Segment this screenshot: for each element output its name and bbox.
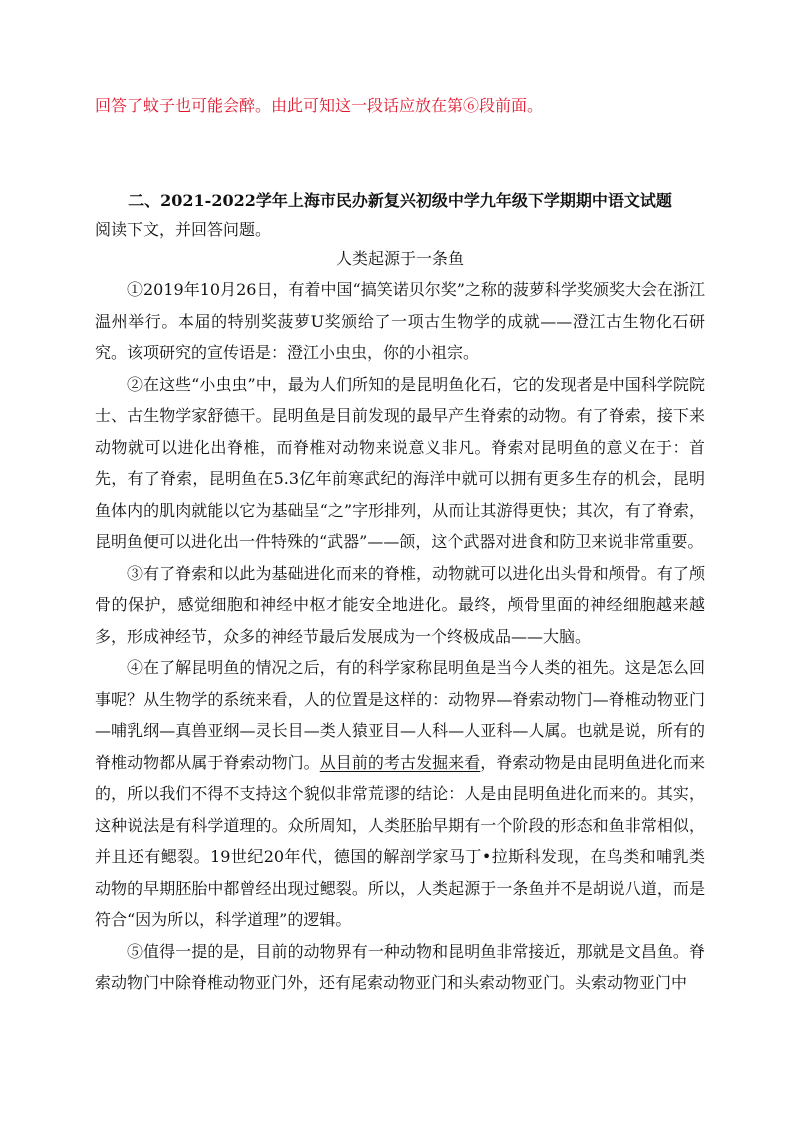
section-heading: 二、2021-2022学年上海市民办新复兴初级中学九年级下学期期中语文试题 xyxy=(128,191,672,210)
paragraph-5: ⑤值得一提的是，目前的动物界有一种动物和昆明鱼非常接近，那就是文昌鱼。脊索动物门中除脊椎动物亚门外，还有尾索动物亚门和头索动物亚门。头索动物亚门中 xyxy=(95,941,705,992)
paragraph-4 xyxy=(95,652,705,936)
paragraph-4-before: ④在了解昆明鱼的情况之后，有的科学家称昆明鱼是当今人类的祖先。这是怎么回事呢？从生物学的系统来看，人的位置是这样的：动物界—脊索动物门—脊椎动物亚门—哺乳纲—真兽亚纲—灵长目—类人猿亚目—人科—人亚科—人属。也就是说，所有的脊椎动物都从属于脊索动物门。 xyxy=(95,658,705,772)
answer-tail-text: 回答了蚊子也可能会醉。由此可知这一段话应放在第⑥段前面。 xyxy=(95,96,544,115)
article-title: 人类起源于一条鱼 xyxy=(335,249,464,268)
paragraph-4-after: ，脊索动物是由昆明鱼进化而来的，所以我们不得不支持这个貌似非常荒谬的结论：人是由昆明鱼进化而来的。其实，这种说法是有科学道理的。众所周知，人类胚胎早期有一个阶段的形态和鱼非常相似，并且还有鳃裂。19世纪20年代，德国的解剖学家马丁•拉斯科发现，在鸟类和哺乳类动物的早期胚胎中都曾经出现过鳃裂。所以，人类起源于一条鱼并不是胡说八道，而是符合“因为所以，科学道理”的逻辑。 xyxy=(95,752,705,929)
paragraph-4-underlined-phrase: 从目前的考古发掘来看 xyxy=(319,752,481,772)
paragraph-2: ②在这些“小虫虫”中，最为人们所知的是昆明鱼化石，它的发现者是中国科学院院士、古生物学家舒德干。昆明鱼是目前发现的最早产生脊索的动物。有了脊索，接下来动物就可以进化出脊椎，而脊椎对动物来说意义非凡。脊索对昆明鱼的意义在于：首先，有了脊索，昆明鱼在5.3亿年前寒武纪的海洋中就可以拥有更多生存的机会，昆明鱼体内的肌肉就能以它为基础呈“之”字形排列，从而让其游得更快；其次，有了脊索，昆明鱼便可以进化出一件特殊的“武器”——颌，这个武器对进食和防卫来说非常重要。 xyxy=(95,374,705,551)
instruction-text: 阅读下文，并回答问题。 xyxy=(95,220,272,239)
paragraph-1: ①2019年10月26日，有着中国“搞笑诺贝尔奖”之称的菠萝科学奖颁奖大会在浙江温州举行。本届的特别奖菠萝U奖颁给了一项古生物学的成就——澄江古生物化石研究。该项研究的宣传语是：澄江小虫虫，你的小祖宗。 xyxy=(95,280,705,362)
article-body xyxy=(95,274,705,999)
paragraph-3: ③有了脊索和以此为基础进化而来的脊椎，动物就可以进化出头骨和颅骨。有了颅骨的保护，感觉细胞和神经中枢才能安全地进化。最终，颅骨里面的神经细胞越来越多，形成神经节，众多的神经节最后发展成为一个终极成品——大脑。 xyxy=(95,563,705,646)
